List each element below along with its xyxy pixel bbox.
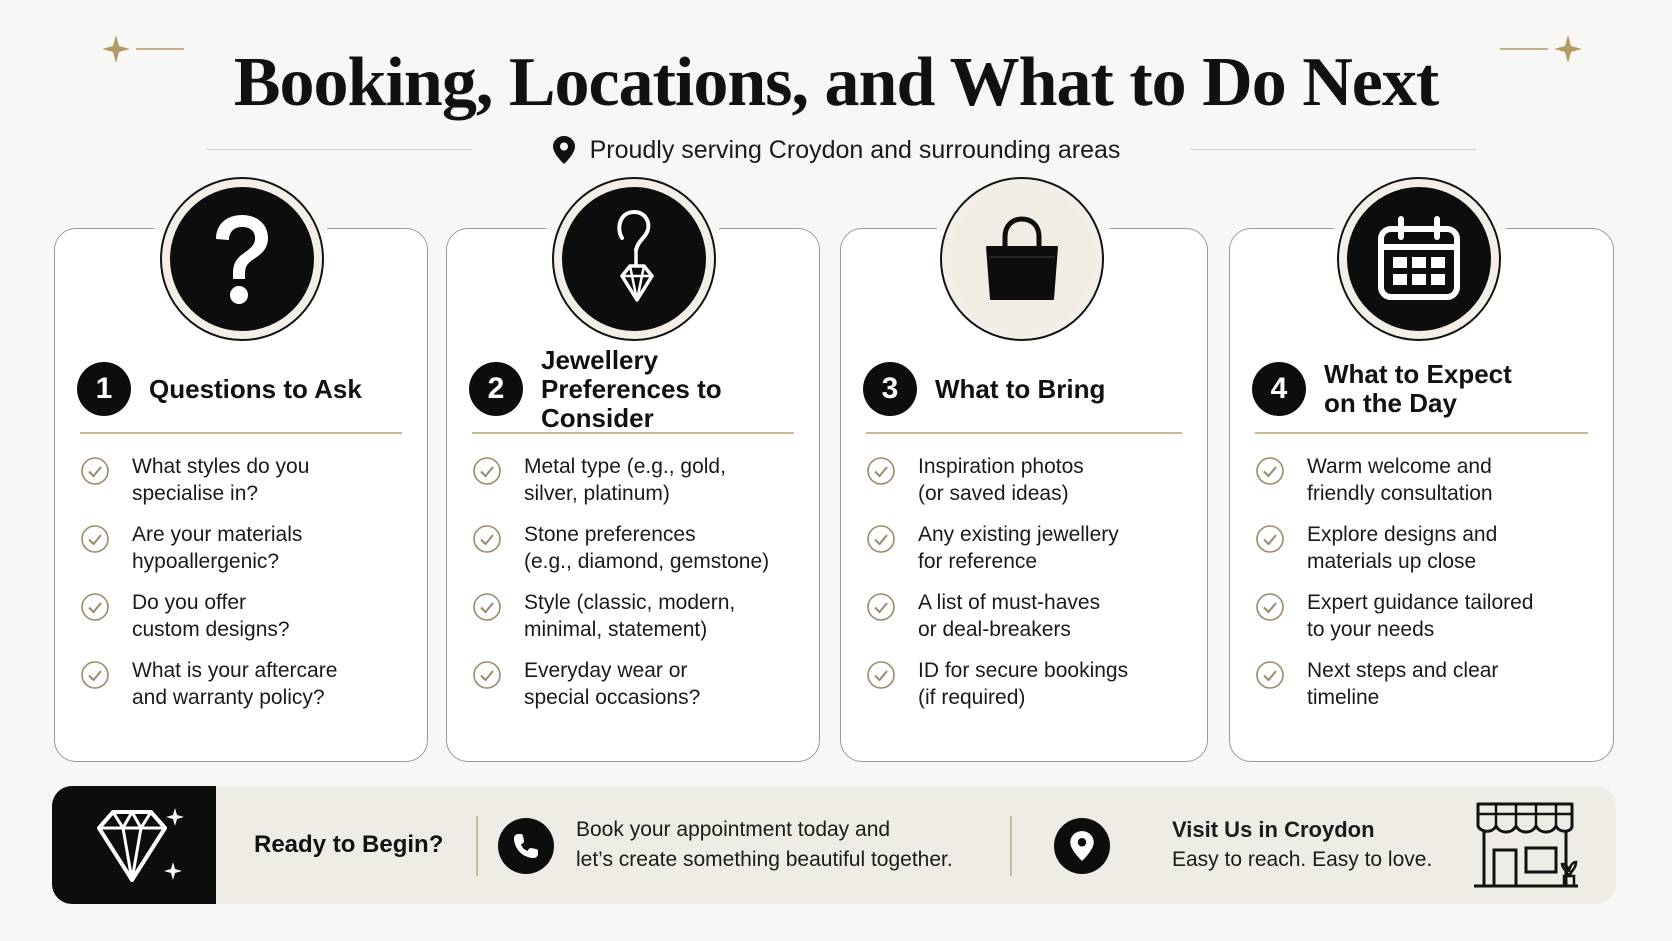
card-title: What to Expect on the Day — [1324, 359, 1512, 418]
emblem-expect — [1337, 177, 1501, 341]
list-item: A list of must-haves or deal-breakers — [866, 589, 1197, 657]
list-item: Style (classic, modern, minimal, statement) — [472, 589, 809, 657]
check-circle-icon — [80, 660, 110, 690]
divider — [1010, 816, 1012, 876]
divider — [206, 149, 472, 150]
list-item: Everyday wear or special occasions? — [472, 657, 809, 725]
location-pin-icon — [552, 135, 576, 165]
list-item: Explore designs and materials up close — [1255, 521, 1603, 589]
card-title: Jewellery Preferences to Consider — [541, 344, 722, 433]
card-title: What to Bring — [935, 373, 1106, 404]
location-badge[interactable] — [1054, 818, 1110, 874]
step-number: 2 — [469, 362, 523, 416]
check-circle-icon — [866, 592, 896, 622]
question-mark-icon — [202, 209, 282, 309]
check-circle-icon — [80, 592, 110, 622]
check-circle-icon — [472, 524, 502, 554]
phone-icon — [512, 832, 540, 860]
check-circle-icon — [1255, 524, 1285, 554]
emblem-jewellery — [552, 177, 716, 341]
emblem-questions — [160, 177, 324, 341]
check-circle-icon — [80, 524, 110, 554]
check-circle-icon — [866, 456, 896, 486]
sparkle-ornament-right-icon — [1498, 32, 1584, 66]
divider — [1255, 432, 1588, 434]
list-item: Are your materials hypoallergenic? — [80, 521, 417, 589]
cta-banner — [52, 786, 1616, 904]
check-circle-icon — [472, 660, 502, 690]
check-circle-icon — [1255, 456, 1285, 486]
visit-title: Visit Us in Croydon — [1172, 817, 1375, 842]
storefront-icon — [1470, 800, 1580, 892]
list-item: Expert guidance tailored to your needs — [1255, 589, 1603, 657]
check-circle-icon — [866, 660, 896, 690]
ready-heading: Ready to Begin? — [254, 831, 444, 858]
check-circle-icon — [80, 456, 110, 486]
list-item: Do you offer custom designs? — [80, 589, 417, 657]
service-area-text: Proudly serving Croydon and surrounding areas — [589, 135, 1121, 164]
list-item: Next steps and clear timeline — [1255, 657, 1603, 725]
check-circle-icon — [1255, 592, 1285, 622]
handbag-icon — [977, 211, 1067, 307]
phone-badge[interactable] — [498, 818, 554, 874]
list-item: ID for secure bookings (if required) — [866, 657, 1197, 725]
visit-info — [1172, 815, 1432, 875]
divider — [866, 432, 1182, 434]
list-item: Metal type (e.g., gold, silver, platinum) — [472, 453, 809, 521]
page-title: Booking, Locations, and What to Do Next — [233, 44, 1439, 121]
check-circle-icon — [472, 592, 502, 622]
subtitle-row — [0, 128, 1672, 172]
divider — [476, 816, 478, 876]
divider — [1190, 149, 1476, 150]
visit-subtitle: Easy to reach. Easy to love. — [1172, 848, 1433, 871]
step-number: 4 — [1252, 362, 1306, 416]
booking-message: Book your appointment today and let’s create something beautiful together. — [576, 818, 953, 871]
list-item: What is your aftercare and warranty policy? — [80, 657, 417, 725]
check-circle-icon — [472, 456, 502, 486]
diamond-sparkle-icon — [79, 800, 189, 890]
check-circle-icon — [1255, 660, 1285, 690]
divider — [80, 432, 402, 434]
emblem-bring — [940, 177, 1104, 341]
title-row — [0, 38, 1672, 128]
check-circle-icon — [866, 524, 896, 554]
list-item: Any existing jewellery for reference — [866, 521, 1197, 589]
location-pin-icon — [1069, 830, 1095, 862]
list-item: Inspiration photos (or saved ideas) — [866, 453, 1197, 521]
calendar-icon — [1373, 213, 1465, 305]
step-number: 3 — [863, 362, 917, 416]
list-item: What styles do you specialise in? — [80, 453, 417, 521]
list-item: Warm welcome and friendly consultation — [1255, 453, 1603, 521]
list-item: Stone preferences (e.g., diamond, gemstone) — [472, 521, 809, 589]
card-title: Questions to Ask — [149, 373, 362, 404]
earring-icon — [594, 204, 674, 314]
divider — [472, 432, 794, 434]
banner-logo-panel — [52, 786, 216, 904]
step-number: 1 — [77, 362, 131, 416]
